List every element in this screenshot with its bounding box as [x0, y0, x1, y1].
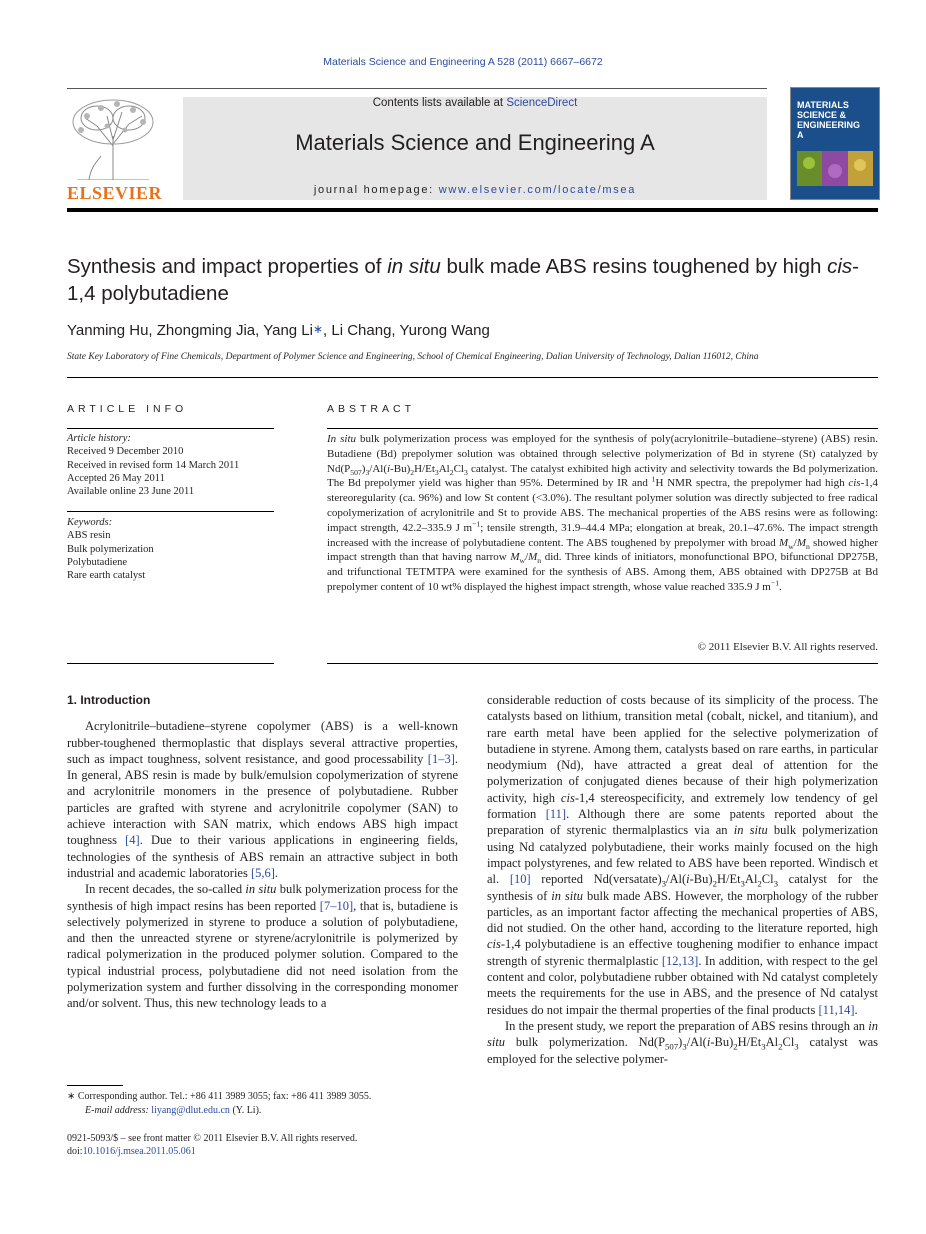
journal-title: Materials Science and Engineering A [295, 130, 655, 155]
contents-line [183, 97, 767, 109]
elsevier-tree-icon [67, 96, 159, 180]
body-column-right [487, 692, 878, 1067]
abstract-body [327, 432, 879, 653]
email-label: E-mail address: [85, 1104, 152, 1116]
doi-link[interactable]: 10.1016/j.msea.2011.05.061 [82, 1146, 196, 1158]
keywords [67, 516, 277, 582]
homepage-link[interactable]: www.elsevier.com/locate/msea [438, 184, 637, 196]
elsevier-wordmark [67, 183, 163, 204]
journal-banner [183, 97, 767, 200]
keyword-item: ABS resin [67, 530, 111, 542]
cover-image [797, 151, 873, 186]
divider [67, 663, 274, 664]
history-item: Received 9 December 2010 [67, 446, 184, 458]
history-item: Received in revised form 14 March 2011 [67, 459, 240, 471]
contents-prefix: Contents lists available at [372, 97, 507, 109]
body-column-left [67, 692, 458, 1012]
history-item: Accepted 26 May 2011 [67, 472, 165, 484]
keyword-item: Rare earth catalyst [67, 570, 146, 582]
paragraph: In recent decades, the so-called in situ bulk polymerization process for the synthesis of high impact resins has been reported [7–10], that is, butadiene is selectively polymerized in styrene to produce a solution of polybutadiene, and then the unreacted styrene or styrene/acrylonitrile is polymerized by radical polymerization in the produced polymer solution. Compared to the typical industrial process, polybutadiene did not need isolation from the polymerization system and further dissolving in the corresponding monomer and/or solvent. Thus, this new technology leads to a [67, 882, 458, 1011]
paragraph: Acrylonitrile–butadiene–styrene copolymer (ABS) is a well-known rubber-toughened thermoplastic that displays several attractive properties, such as impact toughness, solvent resistance, and good processability [1–3]. In general, ABS resin is made by bulk/emulsion copolymerization of styrene and acrylonitrile monomers in the presence of polybutadiene. Rubber particles are grafted with styrene and acrylonitrile copolymer (SAN) to achieve interaction with SAN matrix, which endows ABS high impact toughness [4]. Due to their various applications in engineering fields, technologies of the synthesis of ABS remain an attractive subject in both industrial and academic laboratories [5,6]. [67, 719, 459, 880]
article-info-heading: ARTICLE INFO [67, 403, 188, 415]
homepage-prefix: journal homepage: [313, 184, 439, 196]
title-italic: in situ [387, 255, 441, 278]
cover-title-line: SCIENCE & [797, 110, 847, 120]
title-italic: cis [827, 255, 853, 278]
abstract-copyright: © 2011 Elsevier B.V. All rights reserved. [697, 641, 878, 653]
issn-line: 0921-5093/$ – see front matter © 2011 Elsevier B.V. All rights reserved. [67, 1133, 358, 1144]
email-suffix: (Y. Li). [229, 1104, 262, 1116]
abstract-heading: ABSTRACT [327, 403, 416, 415]
footnote-rule [67, 1085, 123, 1086]
doi-prefix: doi: [67, 1146, 83, 1158]
cover-title-line: ENGINEERING [797, 120, 861, 130]
divider [67, 377, 878, 378]
keyword-item: Polybutadiene [67, 556, 128, 568]
header-top-rule [67, 88, 767, 89]
abstract-text: In situ bulk polymerization process was employed for the synthesis of poly(acrylonitrile–butadiene–styrene) (ABS) resin. Butadiene (Bd) prepolymer solution was obtained through selective polymerization of Bd in styrene (St) catalyzed by $Nd(P_{507})_3/Al(i-Bu)_2H/Et_3Al_2Cl_3$ catalyst. The catalyst exhibited high activity and selectivity towards the Bd polymerization. The Bd prepolymer yield was higher than 95%. Determined by IR and $^1$H NMR spectra, the prepolymer had high cis-1,4 stereoregularity (ca. 96%) and low St content (<3.0%). The resultant polymer solution was directly subjected to free radical copolymerization of acrylonitrile and St to provide ABS. The mechanical properties of the ABS resins were as following: impact strength, 42.2–335.9 J $m^{-1}$; tensile strength, 31.9–44.4 MPa; elongation at break, 20.1–47.6%. The impact strength increased with the increase of polybutadiene content. The ABS toughened by prepolymer with broad $M_w/M_n$ showed higher impact strength than that having narrow $M_w/M_n$ did. Three kinds of initiators, monofunctional BPO, bifunctional DP275B, and trifunctional TETMTPA were examined for the synthesis of ABS. Among them, ABS obtained with DP275B at Bd prepolymer content of 10 wt% displayed the highest impact strength, whose value reached 335.9 J $m^{-1}$. [327, 433, 879, 593]
affiliation: State Key Laboratory of Fine Chemicals, Department of Polymer Science and Engineering, School of Chemical Engineering, Dalian University of Technology, Dalian 116012, China [67, 352, 759, 362]
journal-homepage [183, 184, 767, 196]
running-head[interactable]: Materials Science and Engineering A 528 (2011) 6667–6672 [323, 56, 603, 68]
title-text: bulk made ABS resins toughened by high [440, 255, 828, 278]
title-text: -1,4 polybutadiene [67, 255, 859, 305]
article-history [67, 432, 277, 498]
sciencedirect-link[interactable]: ScienceDirect [506, 97, 578, 109]
article-title [67, 253, 867, 307]
section-heading: 1. Introduction [67, 693, 151, 707]
paragraph: In the present study, we report the preparation of ABS resins through an in situ bulk polymerization. $Nd(P_{507})_3/Al(i-Bu)_2H/Et_3Al_2Cl_3$ catalyst was employed for the selective polymer- [487, 1018, 878, 1066]
divider [67, 428, 274, 429]
elsevier-logo [67, 96, 163, 203]
author-list [67, 322, 490, 339]
title-text: Synthesis and impact properties of [67, 255, 388, 278]
cover-title-line: MATERIALS [797, 100, 849, 110]
page-footer [67, 1132, 517, 1159]
cover-title [797, 100, 877, 140]
authors-text: Yanming Hu, Zhongming Jia, Yang Li [67, 322, 313, 339]
divider [327, 428, 878, 429]
keywords-label: Keywords: [67, 517, 113, 528]
authors-text: , Li Chang, Yurong Wang [323, 322, 490, 339]
cover-title-line: A [797, 130, 804, 140]
corresponding-author-mark[interactable]: ∗ [312, 322, 324, 336]
divider [327, 663, 878, 664]
divider [67, 511, 274, 512]
journal-cover-thumbnail[interactable] [790, 87, 880, 200]
history-label: Article history: [67, 433, 131, 444]
footnote-corresponding: Corresponding author. Tel.: +86 411 3989 3055; fax: +86 411 3989 3055. [77, 1091, 372, 1102]
email-link[interactable]: liyang@dlut.edu.cn [151, 1104, 230, 1116]
paragraph: considerable reduction of costs because of its simplicity of the process. The catalysts based on lithium, transition metal (cobalt, nickel, and titanium), and rare earth metal have been applied for the selective polymerization of butadiene in styrene. Among them, catalysts based on rare earths, in particular neodymium (Nd), have attracted a great deal of attention for the polymerization of conjugated dienes because of their high polymerization activity, high cis-1,4 stereospecificity, and extremely low tendency of gel formation [11]. Although there are some patents reported about the preparation of styrenic thermalplastics via an in situ bulk polymerization using Nd catalyzed polybutadiene, their works mainly focused on the high impact polystyrenes, and few related to ABS have been reported. Windisch et al. [10] reported $Nd(versatate)_3/Al(i-Bu)_2H/Et_3Al_2Cl_3$ catalyst for the synthesis of in situ bulk made ABS. However, the morphology of the rubber particles, as an important factor affecting the mechanical properties of ABS, did not studied. On the other hand, according to the literature reported, high cis-1,4 polybutadiene is an effective toughening modifier to enhance impact strength of styrenic thermalplastic [12,13]. In addition, with respect to the gel content and color, polybutadiene rubber obtained with Nd catalyst completely meets the requirements for the use in ABS, and the presence of Nd catalyst residues do not impair the thermal properties of the final products [11,14]. [487, 693, 879, 1017]
header-thick-rule [67, 208, 878, 212]
keyword-item: Bulk polymerization [67, 543, 154, 555]
publisher-name: ELSEVIER [67, 183, 163, 203]
footnote: ∗ Corresponding author. Tel.: +86 411 3989 3055; fax: +86 411 3989 3055. E-mail address: liyang@dlut.edu.cn (Y. Li). [67, 1091, 372, 1116]
history-item: Available online 23 June 2011 [67, 486, 195, 498]
